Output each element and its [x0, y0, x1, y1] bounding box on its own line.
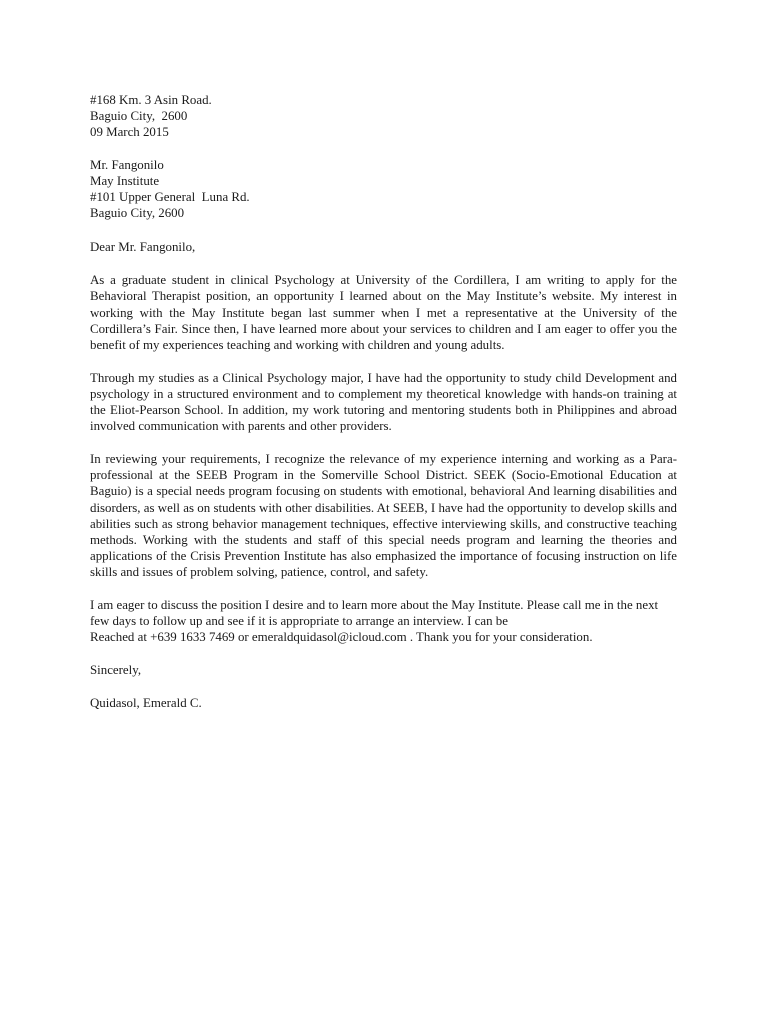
recipient-address [90, 157, 677, 222]
contact-line: Reached at +639 1633 7469 or emeraldquidasol@icloud.com . Thank you for your consideration. [90, 630, 593, 645]
recipient-name: Mr. Fangonilo [90, 157, 164, 172]
body-paragraph-3: In reviewing your requirements, I recognize the relevance of my experience interning and working as a Para- professional at the SEEB Program in the Somerville School District. SEEK (Socio-Emotional Education at Baguio) is a special needs program focusing on students with emotional, behavioral And learning disabilities and disorders, as well as on students with other disabilities. At SEEB, I have had the opportunity to develop skills and abilities such as strong behavior management techniques, effective interviewing skills, and constructive teaching methods. Working with the students and staff of this special needs program and learning the theories and applications of the Crisis Prevention Institute has also emphasized the importance of focusing instruction on life skills and issues of problem solving, patience, control, and safety. [90, 451, 677, 580]
signature-name: Quidasol, Emerald C. [90, 695, 202, 710]
salutation: Dear Mr. Fangonilo, [90, 240, 196, 255]
body-paragraph-4-text: I am eager to discuss the position I desire and to learn more about the May Institute. Please call me in the next few days to follow up and see if it is appropriate to arrange an interview. I can be [90, 598, 659, 629]
recipient-organization: May Institute [90, 173, 160, 188]
letter-date: 09 March 2015 [90, 125, 169, 140]
sender-street: #168 Km. 3 Asin Road. [90, 93, 212, 107]
recipient-city: Baguio City, 2600 [90, 206, 185, 221]
closing: Sincerely, [90, 663, 142, 678]
recipient-street: #101 Upper General Luna Rd. [90, 190, 250, 205]
sender-address [90, 92, 677, 141]
cover-letter [90, 92, 677, 728]
sender-city: Baguio City, 2600 [90, 109, 188, 124]
body-paragraph-2: Through my studies as a Clinical Psychology major, I have had the opportunity to study child Development and psychology in a structured environment and to complement my theoretical knowledge with hands-on training at the Eliot-Pearson School. In addition, my work tutoring and mentoring students both in Philippines and abroad involved communication with parents and other providers. [90, 370, 677, 434]
body-paragraph-1: As a graduate student in clinical Psychology at University of the Cordillera, I am writing to apply for the Behavioral Therapist position, an opportunity I learned about on the May Institute’s website. My interest in working with the May Institute began last summer when I met a representative at the University of the Cordillera’s Fair. Since then, I have learned more about your services to children and I am eager to offer you the benefit of my experiences teaching and working with children and young adults. [90, 273, 677, 352]
body-paragraph-4 [90, 597, 677, 646]
